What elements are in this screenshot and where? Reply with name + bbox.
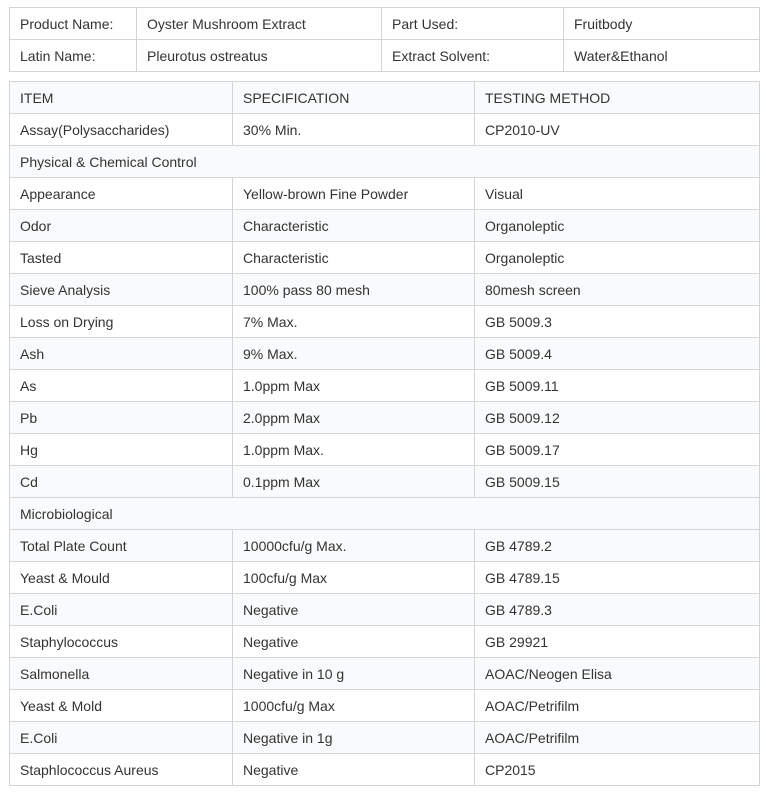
table-row bbox=[10, 626, 760, 658]
specification-cell: Characteristic bbox=[233, 242, 475, 274]
specification-cell: 2.0ppm Max bbox=[233, 402, 475, 434]
testing-method-cell: GB 5009.12 bbox=[475, 402, 760, 434]
column-header-item: ITEM bbox=[10, 82, 233, 114]
testing-method-cell: AOAC/Petrifilm bbox=[475, 690, 760, 722]
table-row bbox=[10, 114, 760, 146]
specification-cell: Yellow-brown Fine Powder bbox=[233, 178, 475, 210]
item-cell: As bbox=[10, 370, 233, 402]
testing-method-cell: AOAC/Petrifilm bbox=[475, 722, 760, 754]
testing-method-cell: GB 5009.15 bbox=[475, 466, 760, 498]
section-header-row bbox=[10, 498, 760, 530]
testing-method-cell: GB 29921 bbox=[475, 626, 760, 658]
item-cell: Odor bbox=[10, 210, 233, 242]
item-cell: Yeast & Mould bbox=[10, 562, 233, 594]
specification-cell: Negative in 10 g bbox=[233, 658, 475, 690]
info-label: Extract Solvent: bbox=[382, 40, 564, 72]
item-cell: Staphlococcus Aureus bbox=[10, 754, 233, 786]
specification-table bbox=[9, 81, 760, 786]
info-row bbox=[10, 8, 760, 40]
testing-method-cell: Organoleptic bbox=[475, 242, 760, 274]
specification-cell: 100cfu/g Max bbox=[233, 562, 475, 594]
table-row bbox=[10, 402, 760, 434]
table-row bbox=[10, 370, 760, 402]
item-cell: Ash bbox=[10, 338, 233, 370]
testing-method-cell: CP2015 bbox=[475, 754, 760, 786]
section-title: Physical & Chemical Control bbox=[10, 146, 760, 178]
info-value: Fruitbody bbox=[564, 8, 760, 40]
item-cell: E.Coli bbox=[10, 594, 233, 626]
info-label: Part Used: bbox=[382, 8, 564, 40]
specification-cell: Negative bbox=[233, 626, 475, 658]
testing-method-cell: GB 5009.17 bbox=[475, 434, 760, 466]
info-value: Oyster Mushroom Extract bbox=[137, 8, 382, 40]
table-row bbox=[10, 434, 760, 466]
testing-method-cell: GB 5009.3 bbox=[475, 306, 760, 338]
item-cell: Cd bbox=[10, 466, 233, 498]
testing-method-cell: GB 4789.3 bbox=[475, 594, 760, 626]
table-row bbox=[10, 658, 760, 690]
specification-cell: 9% Max. bbox=[233, 338, 475, 370]
item-cell: Hg bbox=[10, 434, 233, 466]
specification-cell: Negative in 1g bbox=[233, 722, 475, 754]
table-row bbox=[10, 722, 760, 754]
item-cell: Salmonella bbox=[10, 658, 233, 690]
table-row bbox=[10, 690, 760, 722]
table-row bbox=[10, 242, 760, 274]
table-row bbox=[10, 562, 760, 594]
specification-cell: 100% pass 80 mesh bbox=[233, 274, 475, 306]
specification-cell: Characteristic bbox=[233, 210, 475, 242]
table-row bbox=[10, 594, 760, 626]
specification-cell: 1.0ppm Max bbox=[233, 370, 475, 402]
table-row bbox=[10, 466, 760, 498]
specification-cell: Negative bbox=[233, 594, 475, 626]
table-row bbox=[10, 338, 760, 370]
item-cell: Sieve Analysis bbox=[10, 274, 233, 306]
item-cell: Assay(Polysaccharides) bbox=[10, 114, 233, 146]
specification-cell: 30% Min. bbox=[233, 114, 475, 146]
table-row bbox=[10, 210, 760, 242]
testing-method-cell: CP2010-UV bbox=[475, 114, 760, 146]
specification-cell: Negative bbox=[233, 754, 475, 786]
testing-method-cell: GB 5009.11 bbox=[475, 370, 760, 402]
info-value: Pleurotus ostreatus bbox=[137, 40, 382, 72]
item-cell: Total Plate Count bbox=[10, 530, 233, 562]
testing-method-cell: GB 4789.2 bbox=[475, 530, 760, 562]
item-cell: Loss on Drying bbox=[10, 306, 233, 338]
specification-cell: 1000cfu/g Max bbox=[233, 690, 475, 722]
table-header-row bbox=[10, 82, 760, 114]
item-cell: E.Coli bbox=[10, 722, 233, 754]
section-header-row bbox=[10, 146, 760, 178]
item-cell: Appearance bbox=[10, 178, 233, 210]
specification-cell: 0.1ppm Max bbox=[233, 466, 475, 498]
item-cell: Staphylococcus bbox=[10, 626, 233, 658]
item-cell: Tasted bbox=[10, 242, 233, 274]
specification-cell: 7% Max. bbox=[233, 306, 475, 338]
table-row bbox=[10, 178, 760, 210]
testing-method-cell: GB 4789.15 bbox=[475, 562, 760, 594]
info-label: Product Name: bbox=[10, 8, 137, 40]
testing-method-cell: AOAC/Neogen Elisa bbox=[475, 658, 760, 690]
table-row bbox=[10, 530, 760, 562]
info-row bbox=[10, 40, 760, 72]
testing-method-cell: GB 5009.4 bbox=[475, 338, 760, 370]
specification-cell: 1.0ppm Max. bbox=[233, 434, 475, 466]
table-row bbox=[10, 306, 760, 338]
table-row bbox=[10, 274, 760, 306]
specification-table-body bbox=[10, 114, 760, 786]
table-row bbox=[10, 754, 760, 786]
product-info-table bbox=[9, 7, 760, 72]
specification-cell: 10000cfu/g Max. bbox=[233, 530, 475, 562]
testing-method-cell: 80mesh screen bbox=[475, 274, 760, 306]
testing-method-cell: Organoleptic bbox=[475, 210, 760, 242]
section-title: Microbiological bbox=[10, 498, 760, 530]
item-cell: Pb bbox=[10, 402, 233, 434]
testing-method-cell: Visual bbox=[475, 178, 760, 210]
info-value: Water&Ethanol bbox=[564, 40, 760, 72]
column-header-specification: SPECIFICATION bbox=[233, 82, 475, 114]
column-header-testing-method: TESTING METHOD bbox=[475, 82, 760, 114]
info-label: Latin Name: bbox=[10, 40, 137, 72]
item-cell: Yeast & Mold bbox=[10, 690, 233, 722]
